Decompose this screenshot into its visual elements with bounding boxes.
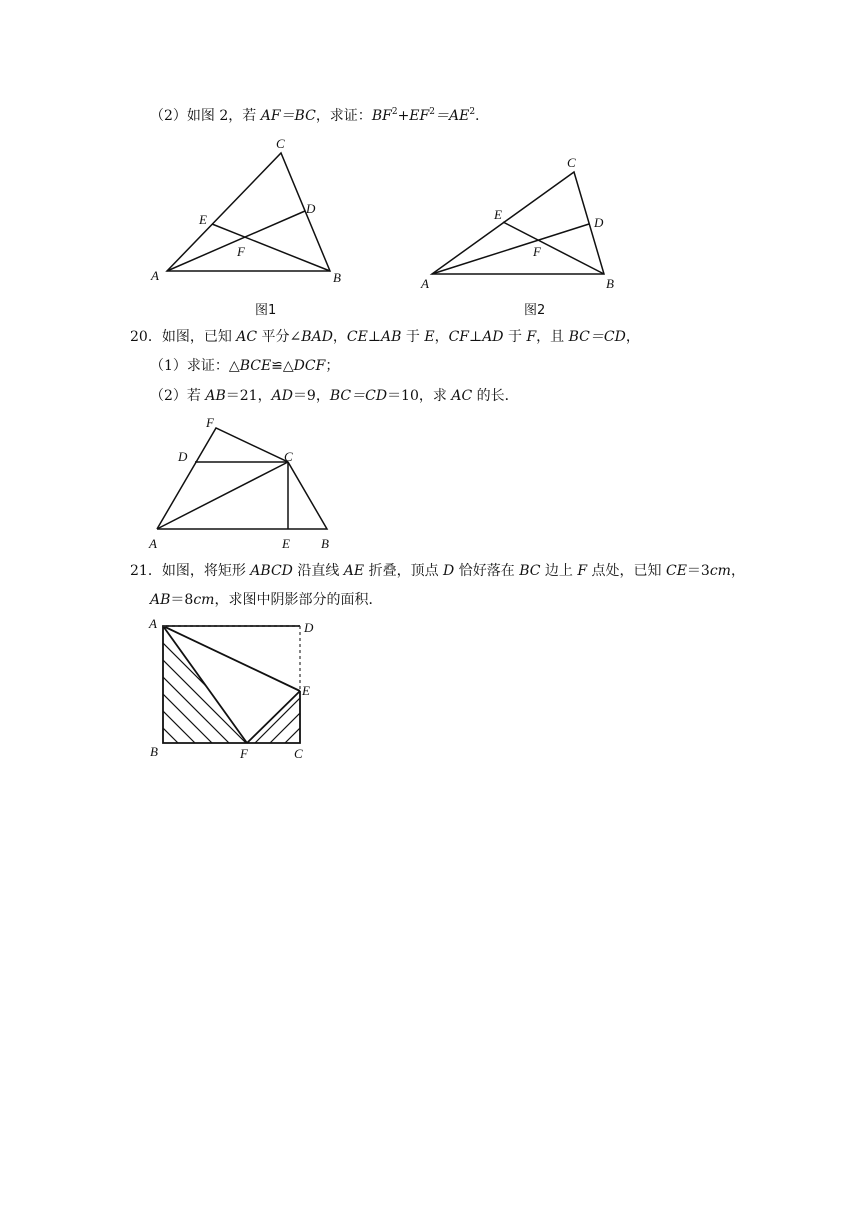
q21-text: 折叠，顶点 — [364, 563, 444, 579]
q21-f: F — [577, 563, 588, 579]
q20-label-a: A — [149, 536, 157, 551]
fig2-label-c: C — [567, 155, 576, 170]
q20-part2-text: （2）若 — [150, 388, 206, 404]
q20-label-d: D — [178, 449, 188, 464]
q20-part2-ad: AD — [271, 388, 293, 404]
fig2-label-a: A — [421, 276, 429, 291]
q20-stem-part: ， — [625, 329, 640, 345]
q20-part2-ab: AB — [205, 388, 226, 404]
fig2-label-d: D — [594, 215, 604, 230]
q21-label-f: F — [240, 746, 248, 761]
q19-sup-1: 2 — [391, 107, 398, 117]
q20-stem-e: E — [424, 329, 435, 345]
q20-stem-cf: CF — [448, 329, 470, 345]
fig2-label-f: F — [533, 244, 541, 259]
q20-part1-bce: BCE — [239, 358, 272, 374]
q21-text: 沿直线 — [292, 563, 344, 579]
q20-stem-part: ⊥ — [469, 329, 483, 345]
q19-eq-ae: ＝AE — [434, 108, 470, 124]
q19-eq-bf: BF — [371, 108, 392, 124]
q20-stem-part: ，且 — [536, 329, 569, 345]
q20-part2-text: ＝21， — [225, 388, 272, 404]
q20-label-b: B — [321, 536, 329, 551]
fig1-label-b: B — [333, 270, 341, 285]
q21-label-a: A — [149, 616, 157, 631]
q21-text: ，求图中阴影部分的面积． — [214, 592, 383, 608]
q20-number: 20． — [130, 329, 162, 345]
q20-part2-text: ＝9， — [292, 388, 330, 404]
q21-label-d: D — [304, 620, 314, 635]
q21-ae: AE — [343, 563, 365, 579]
q21-text: 边上 — [540, 563, 578, 579]
q21-text: ， — [730, 563, 745, 579]
q20-part2-bccd: BC＝CD — [329, 388, 388, 404]
fig2-label-b: B — [606, 276, 614, 291]
q20-stem-part: 于 — [503, 329, 527, 345]
q20-stem-bccd: BC＝CD — [568, 329, 626, 345]
q20-stem-ac: AC — [236, 329, 258, 345]
q21-label-c: C — [294, 746, 303, 761]
fig1-label-a: A — [151, 268, 159, 283]
q19-sup-2: 2 — [429, 107, 435, 117]
q21-shaded-region — [163, 626, 300, 743]
q21-d: D — [443, 563, 455, 579]
q21-number: 21． — [130, 563, 162, 579]
fig1-caption: 图1 — [255, 303, 277, 318]
q19-sup-3: 2 — [469, 107, 476, 117]
q21-rectangle — [163, 626, 300, 743]
q20-part1-text: ≌△ — [271, 358, 294, 374]
q20-part2-ac: AC — [451, 388, 473, 404]
q21-label-e: E — [302, 683, 310, 698]
q20-stem-part: ， — [434, 329, 449, 345]
q19-part2-prefix: （2）如图 2，若 — [150, 108, 261, 124]
fig1-label-c: C — [276, 136, 285, 151]
q20-label-c: C — [284, 449, 293, 464]
q21-text: ＝8 — [170, 592, 194, 608]
q20-part1-text: ； — [325, 358, 340, 374]
q21-bc: BC — [519, 563, 541, 579]
q19-eq-ef: +EF — [397, 108, 430, 124]
q20-stem-part: 如图，已知 — [161, 329, 237, 345]
q20-stem-part: ⊥ — [367, 329, 382, 345]
q20-stem-f: F — [526, 329, 537, 345]
q20-stem-part: 于 — [401, 329, 425, 345]
q21-abcd: ABCD — [250, 563, 293, 579]
q21-cm: cm — [193, 592, 215, 608]
q21-ab: AB — [150, 592, 171, 608]
q21-text: 恰好落在 — [454, 563, 520, 579]
fig2-label-e: E — [494, 207, 502, 222]
q20-label-f: F — [206, 415, 214, 430]
q20-label-e: E — [282, 536, 290, 551]
q20-part1-text: （1）求证：△ — [150, 358, 240, 374]
q20-part1-dcf: DCF — [293, 358, 326, 374]
q20-stem-ad: AD — [482, 329, 504, 345]
fig1-label-e: E — [199, 212, 207, 227]
q21-ce: CE — [665, 563, 687, 579]
q20-stem-ce: CE — [346, 329, 368, 345]
q21-text: ＝3 — [686, 563, 710, 579]
q20-part2-text: 的长． — [472, 388, 519, 404]
q19-part2-mid: ，求证： — [315, 108, 372, 124]
q21-segment-af — [163, 626, 247, 743]
q20-stem-ab: AB — [381, 329, 402, 345]
q20-stem-part: ， — [332, 329, 347, 345]
fig1-label-d: D — [306, 201, 316, 216]
q21-text: 如图，将矩形 — [161, 563, 251, 579]
fig1-label-f: F — [237, 244, 245, 259]
q20-stem-part: 平分∠ — [257, 329, 302, 345]
q21-cm: cm — [709, 563, 731, 579]
q21-label-b: B — [150, 744, 158, 759]
fig2-caption: 图2 — [524, 303, 546, 318]
q19-part2-condition: AF＝BC — [260, 108, 316, 124]
q19-part2-end: . — [475, 108, 480, 124]
q21-text: 点处，已知 — [587, 563, 666, 579]
q20-stem-bad: BAD — [301, 329, 333, 345]
q20-part2-text: ＝10，求 — [387, 388, 452, 404]
